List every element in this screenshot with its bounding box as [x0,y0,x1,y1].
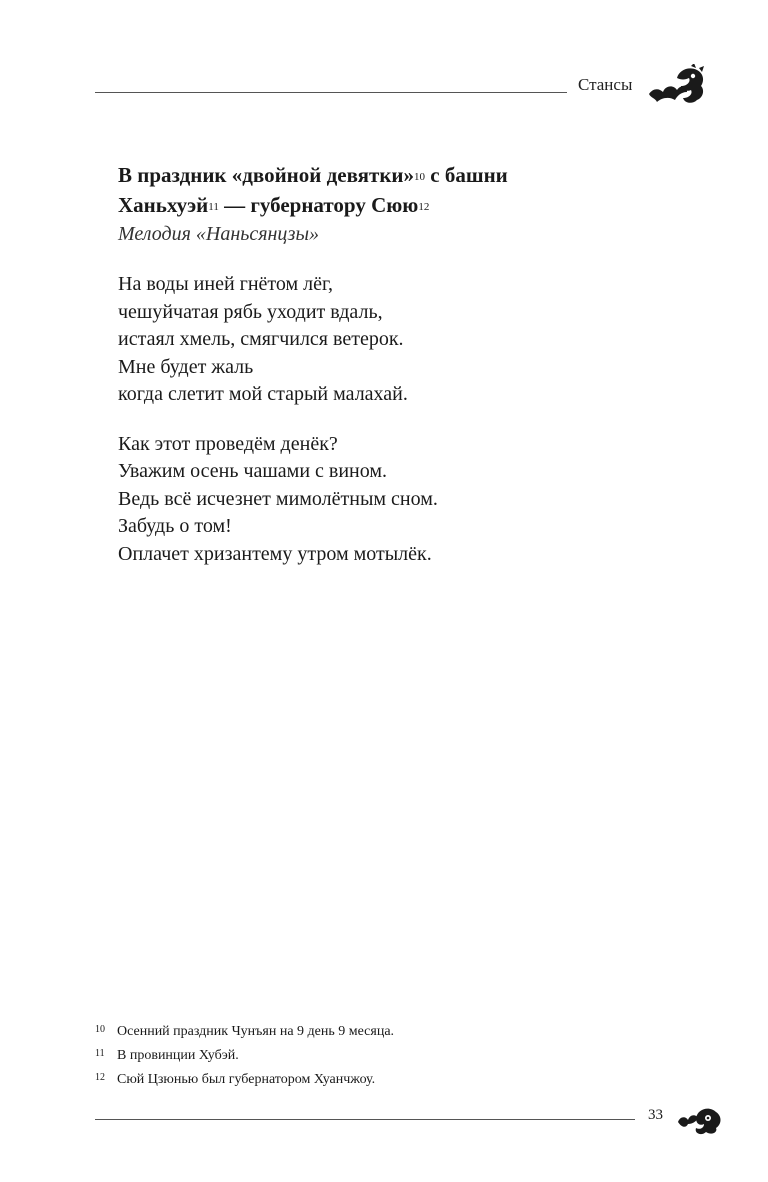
title-text: с башни [425,163,508,187]
verse-line: истаял хмель, смягчился ветерок. [118,328,404,350]
footnote-text: Сюй Цзюнью был губернатором Хуанчжоу. [117,1072,376,1087]
verse-line: Забудь о том! [118,515,232,537]
verse-line: чешуйчатая рябь уходит вдаль, [118,300,383,323]
title-text: Ханьхуэй [118,193,209,217]
poem-title-line-1 [118,160,678,190]
verse-line: когда слетит мой старый малахай. [118,383,408,405]
footnote [95,1020,655,1044]
title-text: В праздник «двойной девятки» [118,163,415,187]
verse-line: Уважим осень чашами с вином. [118,460,388,482]
page-number: 33 [648,1107,663,1123]
footnote-number: 11 [95,1048,105,1059]
footnote [95,1044,655,1068]
footnote-ref[interactable]: 12 [418,201,430,213]
verse-line: Оплачет хризантему утром мотылёк. [118,542,432,565]
verse-line: Мне будет жаль [118,355,254,378]
footnote-ref[interactable]: 11 [208,201,219,213]
footnote-number: 10 [95,1024,105,1035]
verse-line: Как этот проведём денёк? [118,432,338,455]
poem-title-line-2 [118,190,678,220]
footnote-number: 12 [95,1072,105,1083]
stanza-1 [118,271,678,409]
dragon-ornament-icon [647,64,707,108]
title-text: — губернатору Сюю [218,193,419,217]
header-rule [95,92,567,93]
cloud-ornament-icon [676,1102,724,1136]
running-header: Стансы [578,75,633,94]
footnote-ref[interactable]: 10 [414,171,426,183]
verse-line: На воды иней гнётом лёг, [118,273,333,295]
footnote [95,1068,655,1092]
footnote-text: Осенний праздник Чунъян на 9 день 9 месяца. [117,1024,395,1039]
verse-line: Ведь всё исчезнет мимолётным сном. [118,487,438,510]
footer-rule [95,1119,635,1120]
stanza-2 [118,431,678,569]
melody-subtitle: Мелодия «Наньсянцзы» [118,223,320,245]
poem [118,160,678,568]
footnote-text: В провинции Хубэй. [117,1048,239,1063]
footnotes [95,1020,655,1092]
